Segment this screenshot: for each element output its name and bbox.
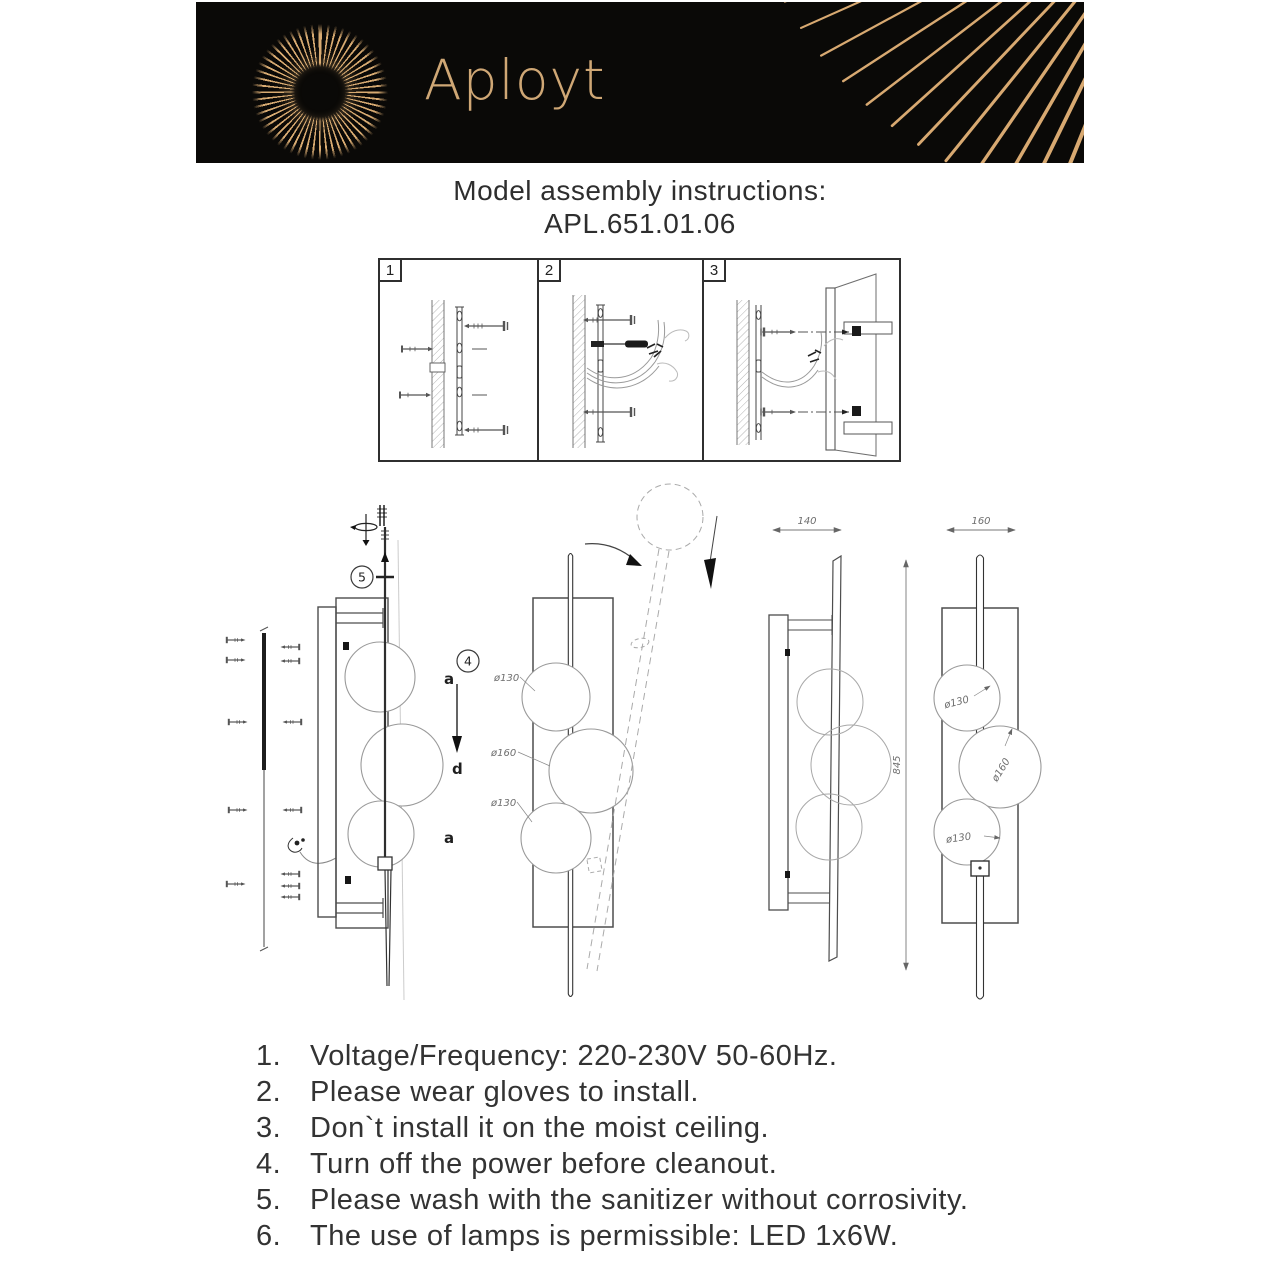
list-item-number: 1. <box>256 1040 282 1072</box>
front-diameter-top: ø130 <box>494 673 520 684</box>
label-a-lower: a <box>444 829 455 847</box>
brand-banner <box>196 2 1084 163</box>
list-item-text: Turn off the power before cleanout. <box>310 1148 778 1180</box>
corner-rays-decoration <box>196 2 1084 163</box>
front2-diameter-middle: ø160 <box>990 756 1013 784</box>
dimensioned-side-view <box>769 516 906 970</box>
front2-diameter-bottom: ø130 <box>945 831 972 846</box>
label-a-upper: a <box>444 670 455 688</box>
list-item <box>256 1110 1136 1146</box>
front2-diameter-top: ø130 <box>943 694 971 712</box>
step-number-2: 2 <box>537 258 561 282</box>
step-panel-2 <box>537 258 704 462</box>
step-5-label: 5 <box>358 569 366 585</box>
list-item <box>256 1074 1136 1110</box>
list-item-number: 2. <box>256 1076 282 1108</box>
list-item <box>256 1218 1136 1254</box>
instructions-list <box>256 1038 1136 1254</box>
width-dimension-front: 160 <box>971 516 991 527</box>
step-2-drawing <box>539 260 702 460</box>
list-item-text: The use of lamps is permissible: LED 1x6W. <box>310 1220 899 1252</box>
list-item-number: 6. <box>256 1220 282 1252</box>
front-diameter-middle: ø160 <box>491 748 517 759</box>
step-number-3: 3 <box>702 258 726 282</box>
list-item-text: Please wear gloves to install. <box>310 1076 699 1108</box>
height-dimension: 845 <box>892 755 903 775</box>
step-1-drawing <box>380 260 537 460</box>
list-item <box>256 1146 1136 1182</box>
list-item-number: 4. <box>256 1148 282 1180</box>
list-item <box>256 1038 1136 1074</box>
title-block <box>0 174 1280 240</box>
model-number: APL.651.01.06 <box>544 208 736 239</box>
step-panel-3 <box>702 258 901 462</box>
list-item-text: Voltage/Frequency: 220-230V 50-60Hz. <box>310 1040 838 1072</box>
label-d: d <box>452 760 463 778</box>
assembly-front-view <box>490 484 717 997</box>
list-item-number: 5. <box>256 1184 282 1216</box>
front-diameter-bottom: ø130 <box>491 798 517 809</box>
list-item-text: Don`t install it on the moist ceiling. <box>310 1112 770 1144</box>
fastener-strip-view <box>226 627 336 951</box>
step-3-drawing <box>704 260 899 460</box>
page-title: Model assembly instructions: <box>453 175 827 206</box>
width-dimension-side: 140 <box>797 516 817 527</box>
dimensioned-front-view <box>934 516 1041 999</box>
list-item <box>256 1182 1136 1218</box>
list-item-text: Please wash with the sanitizer without corrosivity. <box>310 1184 969 1216</box>
technical-drawing <box>200 470 1090 1030</box>
step-4-label: 4 <box>464 653 472 669</box>
step-panel-1 <box>378 258 539 462</box>
assembly-side-view <box>318 505 479 1000</box>
step-number-1: 1 <box>378 258 402 282</box>
brand-name: Aployt <box>424 48 606 112</box>
list-item-number: 3. <box>256 1112 282 1144</box>
